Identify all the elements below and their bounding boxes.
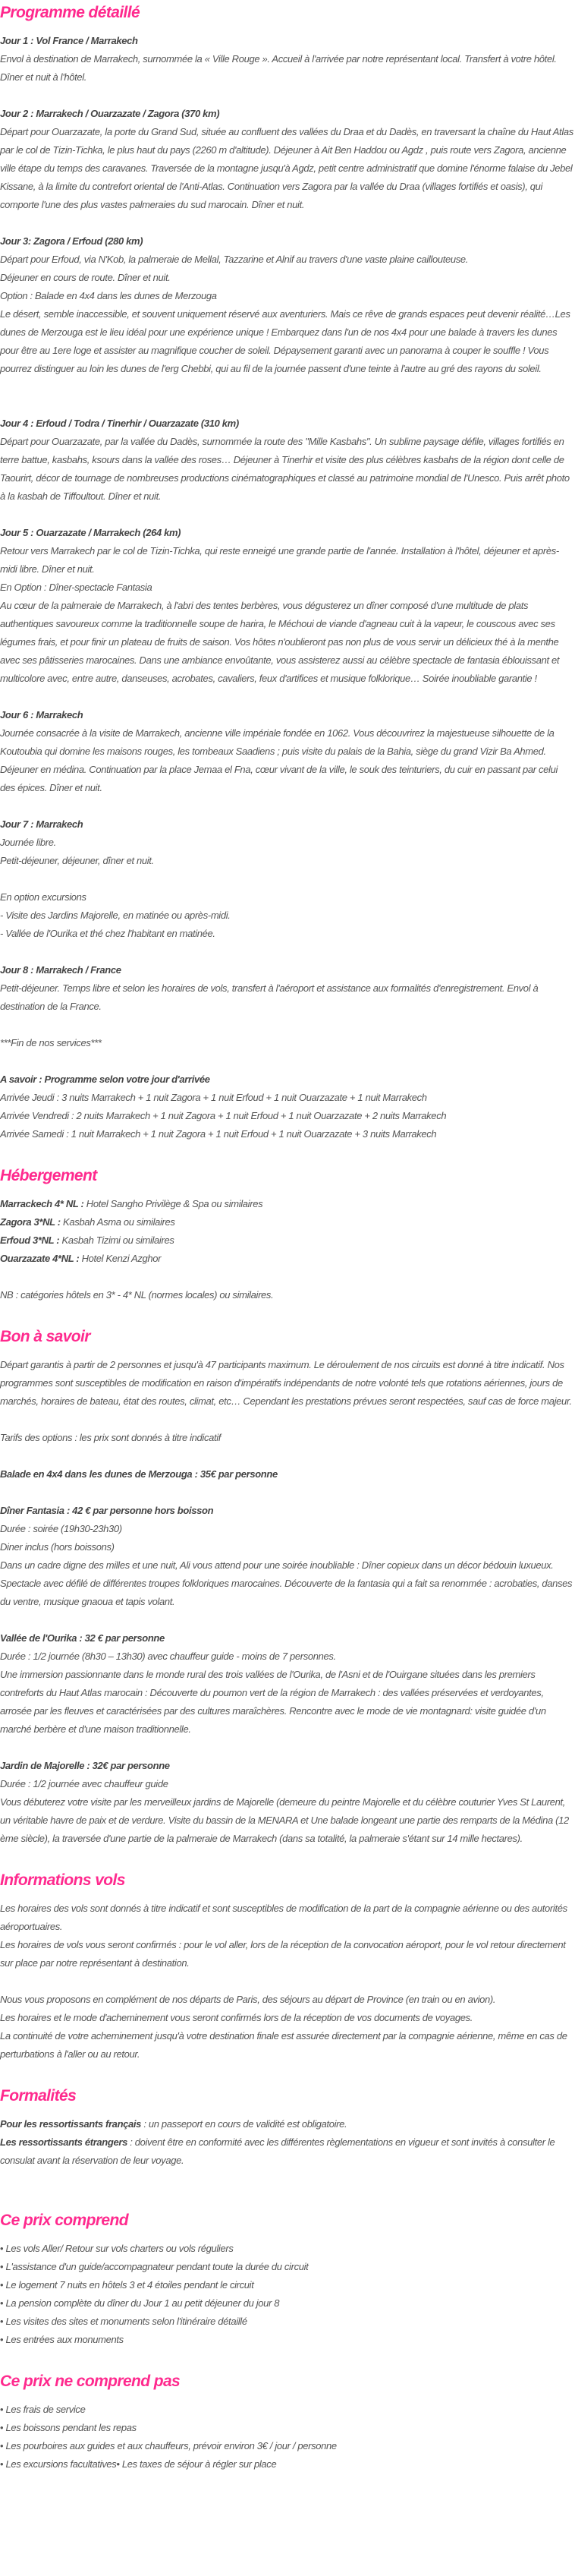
option-description: Vous débuterez votre visite par les merveilleux jardins de Majorelle (demeure du peintre Majorelle et du célèbre couturier Yves St Laurent, un véritable havre de paix et de verdure. Visite du bassin de la MENARA et Une balade longeant une partie des remparts de la Médina (12 ème siècle), la traversée d'une partie de la palmeraie de Marrakech (dans sa totalité, la palmeraie s'étant sur 14 mille hectares). bbox=[0, 1796, 569, 1844]
excluded-item: • Les pourboires aux guides et aux chauffeurs, prévoir environ 3€ / jour / personne bbox=[0, 2437, 575, 2455]
day-meals: Petit-déjeuner, déjeuner, dîner et nuit. bbox=[0, 855, 154, 866]
prix-ne-comprend-pas-section bbox=[0, 2369, 575, 2474]
day-title: Jour 2 : Marrakech / Ouarzazate / Zagora (370 km) bbox=[0, 108, 220, 119]
hotel-city-label: Ouarzazate 4*NL : bbox=[0, 1253, 80, 1264]
day-1 bbox=[0, 32, 575, 87]
included-item: • Les entrées aux monuments bbox=[0, 2331, 575, 2349]
day-description: Départ pour Erfoud, via N'Kob, la palmeraie de Mellal, Tazzarine et Alnif au travers d'une vaste plaine caillouteuse. bbox=[0, 254, 469, 265]
day-2 bbox=[0, 105, 575, 214]
day-title: Jour 5 : Ouarzazate / Marrakech (264 km) bbox=[0, 527, 181, 538]
excluded-item: • Les frais de service bbox=[0, 2401, 575, 2419]
prix-comprend-section bbox=[0, 2208, 575, 2349]
day-option-description: Au cœur de la palmeraie de Marrakech, à l'abri des tentes berbères, vous dégusterez un dîner composé d'une multitude de plats authentiques savoureux comme la traditionnelle soupe de harira, le Méchoui de viande d'agneau cuit à la vapeur, le couscous avec ses légumes frais, et pour finir un plateau de fruits de saison. Vos hôtes n'oublieront pas non plus de vous servir un délicieux thé à la menthe avec ses pâtisseries marocaines. Dans une ambiance envoûtante, vous assisterez aussi au célèbre spectacle de fantasia éblouissant et multicolore avec, entre autre, danseuses, acrobates, cavaliers, feux d'artifices et musique folklorique… Soirée inoubliable garantie ! bbox=[0, 600, 560, 684]
day-7 bbox=[0, 815, 575, 943]
flight-info-paragraph: Les horaires de vols vous seront confirmés : pour le vol aller, lors de la réception de la convocation aéroport, pour le vol retour directement sur place par notre représentant à destination. bbox=[0, 1939, 566, 1969]
hotel-city-label: Marrackech 4* NL : bbox=[0, 1198, 84, 1209]
flight-info-paragraph: Les horaires des vols sont donnés à titre indicatif et sont susceptibles de modification de la part de la compagnie aérienne ou des autorités aéroportuaires. bbox=[0, 1903, 567, 1932]
option-duration: Durée : 1/2 journée avec chauffeur guide bbox=[0, 1778, 168, 1789]
option-title: Jardin de Majorelle : 32€ par personne bbox=[0, 1760, 170, 1771]
day-option-title: Option : Balade en 4x4 dans les dunes de Merzouga bbox=[0, 290, 217, 301]
day-description: Départ pour Ouarzazate, par la vallée du Dadès, surnommée la route des "Mille Kasbahs". Un sublime paysage défile, villages fortifiés en terre battue, kasbahs, ksours dans la vallée des roses… Déjeuner à Tinerhir et visite des plus célèbres kasbahs de la région dont celle de Taourirt, décor de tournage de nombreuses productions cinématographiques et classé au patrimoine mondial de l'Unesco. Puis arrêt photo à la kasbah de Tiffoultout. Dîner et nuit. bbox=[0, 436, 570, 502]
day-description: Départ pour Ouarzazate, la porte du Grand Sud, située au confluent des vallées du Draa et du Dadès, en traversant la chaîne du Haut Atlas par le col de Tizin-Tichka, le plus haut du pays (2260 m d'altitude). Déjeuner à Ait Ben Haddou ou Agdz , puis route vers Zagora, ancienne ville étape du temps des caravanes. Traversée de la montagne jusqu'à Agdz, petit centre administratif que domine l'énorme falaise du Jebel Kissane, à la limite du contrefort oriental de l'Anti-Atlas. Continuation vers Zagora par la vallée du Draa (villages fortifiés et oasis), qui comporte l'une des plus vastes palmeraies du sud marocain. Dîner et nuit. bbox=[0, 126, 573, 210]
flight-info-paragraph: Les horaires et le mode d'acheminement vous seront confirmés lors de la réception de vos documents de voyages. bbox=[0, 2012, 473, 2023]
included-item: • Le logement 7 nuits en hôtels 3 et 4 étoiles pendant le circuit bbox=[0, 2276, 575, 2294]
option-duration: Durée : soirée (19h30-23h30) bbox=[0, 1523, 122, 1534]
hebergement-title: Hébergement bbox=[0, 1167, 97, 1184]
excursion-item: - Vallée de l'Ourika et thé chez l'habitant en matinée. bbox=[0, 928, 215, 939]
hotel-city-label: Erfoud 3*NL : bbox=[0, 1234, 60, 1246]
end-of-services-note: ***Fin de nos services*** bbox=[0, 1037, 102, 1048]
option-description: Spectacle avec défilé de différentes troupes folkloriques marocaines. Découverte de la fantasia qui a fait sa renommée : acrobaties, danses du ventre, musique gnaoua et tapis volant. bbox=[0, 1578, 573, 1607]
bon-a-savoir-section bbox=[0, 1324, 575, 1848]
hotel-item bbox=[0, 1213, 575, 1231]
day-title: Jour 8 : Marrakech / France bbox=[0, 964, 121, 976]
day-meals: Déjeuner en cours de route. Dîner et nuit. bbox=[0, 272, 171, 283]
arrival-title: A savoir : Programme selon votre jour d'arrivée bbox=[0, 1074, 210, 1085]
option-diner-fantasia bbox=[0, 1502, 575, 1611]
day-title: Jour 4 : Erfoud / Todra / Tinerhir / Ouarzazate (310 km) bbox=[0, 418, 239, 429]
bon-a-savoir-title: Bon à savoir bbox=[0, 1328, 90, 1345]
arrival-item: Arrivée Samedi : 1 nuit Marrakech + 1 nuit Zagora + 1 nuit Erfoud + 1 nuit Ouarzazate + 3 nuits Marrakech bbox=[0, 1128, 437, 1140]
arrival-item: Arrivée Jeudi : 3 nuits Marrakech + 1 nuit Zagora + 1 nuit Erfoud + 1 nuit Ouarzazate + 1 nuit Marrakech bbox=[0, 1092, 427, 1103]
excluded-item: • Les excursions facultatives• Les taxes de séjour à régler sur place bbox=[0, 2455, 575, 2474]
hotel-item bbox=[0, 1250, 575, 1268]
formalite-value: : doivent être en conformité avec les différentes règlementations en vigueur et sont invités à consulter le consulat avant la réservation de leur voyage. bbox=[0, 2136, 555, 2166]
day-option-description: Le désert, semble inaccessible, et souvent uniquement réservé aux aventuriers. Mais ce rêve de grands espaces peut devenir réalité…Les dunes de Merzouga est le lieu idéal pour une expérience unique ! Embarquez dans l'un de nos 4x4 pour une balade à travers les dunes pour être au 1ere loge et assister au magnifique coucher de soleil. Dépaysement garanti avec un panorama à couper le souffle ! Vous pourrez distinguer au loin les dunes de l'erg Chebbi, qui au fil de la journée passent d'une teinte à l'autre au gré des rayons du soleil. bbox=[0, 308, 570, 374]
formalite-item bbox=[0, 2133, 575, 2170]
hebergement-section bbox=[0, 1163, 575, 1304]
day-3 bbox=[0, 232, 575, 378]
day-option-title: En Option : Dîner-spectacle Fantasia bbox=[0, 582, 152, 593]
hotel-name: Kasbah Asma ou similaires bbox=[60, 1216, 175, 1228]
informations-vols-section bbox=[0, 1868, 575, 2064]
formalite-label: Pour les ressortissants français bbox=[0, 2118, 142, 2130]
day-5 bbox=[0, 524, 575, 688]
tarifs-note: Tarifs des options : les prix sont donnés à titre indicatif bbox=[0, 1432, 222, 1443]
prix-comprend-title: Ce prix comprend bbox=[0, 2212, 128, 2229]
included-item: • La pension complète du dîner du Jour 1 au petit déjeuner du jour 8 bbox=[0, 2294, 575, 2313]
day-title: Jour 6 : Marrakech bbox=[0, 709, 83, 720]
hotel-item bbox=[0, 1195, 575, 1213]
hotel-name: Kasbah Tizimi ou similaires bbox=[59, 1234, 174, 1246]
excursions-title: En option excursions bbox=[0, 891, 86, 903]
formalite-label: Les ressortissants étrangers bbox=[0, 2136, 127, 2148]
excluded-item: • Les boissons pendant les repas bbox=[0, 2419, 575, 2437]
option-duration: Durée : 1/2 journée (8h30 – 13h30) avec chauffeur guide - moins de 7 personnes. bbox=[0, 1651, 336, 1662]
informations-vols-title: Informations vols bbox=[0, 1871, 125, 1889]
option-description: Une immersion passionnante dans le monde rural des trois vallées de l'Ourika, de l'Asni et de l'Ouirgane situées dans les premiers contreforts du Haut Atlas marocain : Découverte du poumon vert de la région de Marrakech : des vallées préservées et verdoyantes, arrosée par les fleuves et caractérisées par des cultures maraîchères. Rencontre avec le mode de vie montagnard: visite guidée d'un marché berbère et d'une maison traditionnelle. bbox=[0, 1669, 546, 1735]
day-description: Envol à destination de Marrakech, surnommée la « Ville Rouge ». Accueil à l'arrivée par notre représentant local. Transfert à votre hôtel. Dîner et nuit à l'hôtel. bbox=[0, 53, 557, 83]
day-title: Jour 3: Zagora / Erfoud (280 km) bbox=[0, 235, 143, 247]
day-title: Jour 1 : Vol France / Marrakech bbox=[0, 35, 138, 46]
arrival-item: Arrivée Vendredi : 2 nuits Marrakech + 1 nuit Zagora + 1 nuit Erfoud + 1 nuit Ouarzazate + 2 nuits Marrakech bbox=[0, 1110, 447, 1121]
included-item: • L'assistance d'un guide/accompagnateur pendant toute la durée du circuit bbox=[0, 2258, 575, 2276]
day-6 bbox=[0, 706, 575, 797]
option-title: Balade en 4x4 dans les dunes de Merzouga : 35€ par personne bbox=[0, 1468, 278, 1480]
option-inclusion: Diner inclus (hors boissons) bbox=[0, 1541, 115, 1553]
included-item: • Les visites des sites et monuments selon l'itinéraire détaillé bbox=[0, 2313, 575, 2331]
flight-info-paragraph: La continuité de votre acheminement jusqu'à votre destination finale est assurée directement par la compagnie aérienne, même en cas de perturbations à l'aller ou au retour. bbox=[0, 2030, 567, 2060]
programme-section bbox=[0, 0, 575, 1143]
hotel-city-label: Zagora 3*NL : bbox=[0, 1216, 61, 1228]
option-balade-4x4 bbox=[0, 1465, 575, 1483]
arrival-schedule bbox=[0, 1070, 575, 1143]
day-description: Journée libre. bbox=[0, 837, 56, 848]
formalite-value: : un passeport en cours de validité est obligatoire. bbox=[141, 2118, 347, 2130]
formalites-section bbox=[0, 2083, 575, 2188]
option-description: Dans un cadre digne des milles et une nuit, Ali vous attend pour une soirée inoubliable : Dîner copieux dans un décor bédouin luxueux. bbox=[0, 1559, 554, 1571]
flight-info-paragraph: Nous vous proposons en complément de nos départs de Paris, des séjours au départ de Province (en train ou en avion). bbox=[0, 1994, 496, 2005]
hotel-name: Hotel Sangho Privilège & Spa ou similaires bbox=[83, 1198, 263, 1209]
option-title: Dîner Fantasia : 42 € par personne hors boisson bbox=[0, 1505, 214, 1516]
option-title: Vallée de l'Ourika : 32 € par personne bbox=[0, 1632, 165, 1644]
excursion-item: - Visite des Jardins Majorelle, en matinée ou après-midi. bbox=[0, 910, 231, 921]
option-vallee-ourika bbox=[0, 1629, 575, 1739]
day-title: Jour 7 : Marrakech bbox=[0, 818, 83, 830]
prix-ne-comprend-pas-title: Ce prix ne comprend pas bbox=[0, 2373, 181, 2390]
day-8 bbox=[0, 961, 575, 1016]
programme-title: Programme détaillé bbox=[0, 4, 140, 21]
day-description: Retour vers Marrakech par le col de Tizin-Tichka, qui reste enneigé une grande partie de l'année. Installation à l'hôtel, déjeuner et après-midi libre. Dîner et nuit. bbox=[0, 545, 559, 575]
formalite-item bbox=[0, 2115, 575, 2133]
day-description: Petit-déjeuner. Temps libre et selon les horaires de vols, transfert à l'aéroport et assistance aux formalités d'enregistrement. Envol à destination de la France. bbox=[0, 982, 539, 1012]
hotel-category-note: NB : catégories hôtels en 3* - 4* NL (normes locales) ou similaires. bbox=[0, 1289, 274, 1301]
included-item: • Les vols Aller/ Retour sur vols charters ou vols réguliers bbox=[0, 2240, 575, 2258]
option-jardin-majorelle bbox=[0, 1757, 575, 1848]
hotel-item bbox=[0, 1231, 575, 1250]
bon-a-savoir-intro: Départ garantis à partir de 2 personnes et jusqu'à 47 participants maximum. Le déroulement de nos circuits est donné à titre indicatif. Nos programmes sont susceptibles de modification en raison d'impératifs indépendants de notre volonté tels que rotations aériennes, jours de marchés, horaires de bateau, état des routes, climat, etc… Cependant les prestations prévues seront respectées, sauf cas de force majeur. bbox=[0, 1359, 572, 1407]
day-description: Journée consacrée à la visite de Marrakech, ancienne ville impériale fondée en 1062. Vous découvrirez la majestueuse silhouette de la Koutoubia qui domine les maisons rouges, les tombeaux Saadiens ; puis visite du palais de la Bahia, siège du grand Vizir Ba Ahmed. Déjeuner en médina. Continuation par la place Jemaa el Fna, cœur vivant de la ville, le souk des teinturiers, du cuir en passant par celui des épices. Dîner et nuit. bbox=[0, 727, 558, 793]
day-4 bbox=[0, 415, 575, 506]
formalites-title: Formalités bbox=[0, 2087, 77, 2105]
hotel-name: Hotel Kenzi Azghor bbox=[79, 1253, 162, 1264]
